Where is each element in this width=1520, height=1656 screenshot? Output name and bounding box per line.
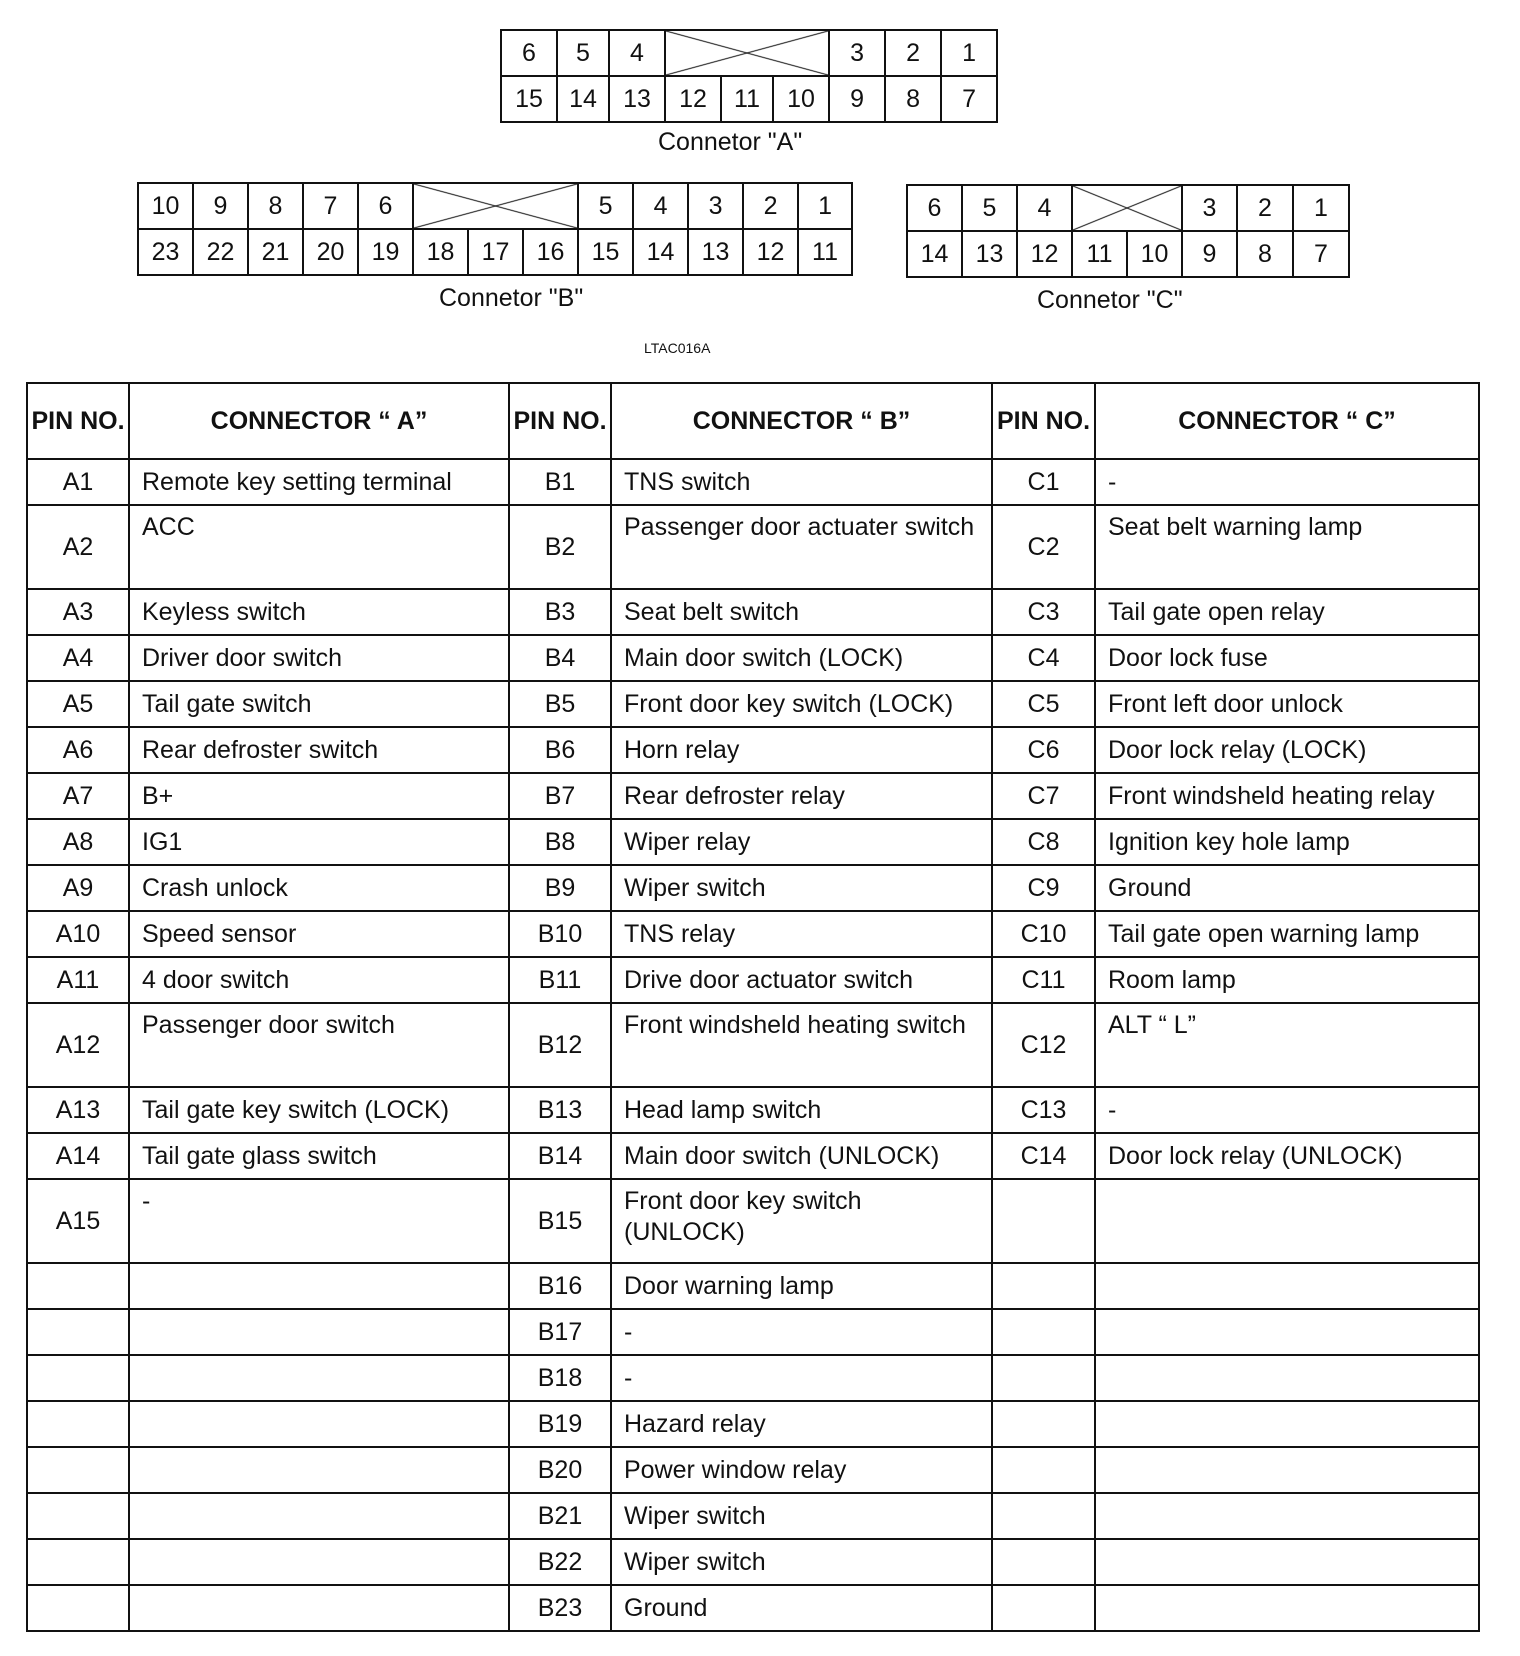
connector-b-pin: 17 [468, 229, 523, 275]
connector-c-pin: 11 [1072, 231, 1127, 277]
pin-a-description: Speed sensor [129, 911, 509, 957]
pin-c-description: Tail gate open relay [1095, 589, 1479, 635]
connector-b-pin: 5 [578, 183, 633, 229]
pin-a-cell: A7 [27, 773, 129, 819]
pin-b-description: Door warning lamp [611, 1263, 992, 1309]
pin-c-cell: C13 [992, 1087, 1095, 1133]
pin-c-description [1095, 1263, 1479, 1309]
pin-b-description: Wiper relay [611, 819, 992, 865]
pin-c-description: Door lock relay (LOCK) [1095, 727, 1479, 773]
pin-a-description: Driver door switch [129, 635, 509, 681]
connector-c-caption: Connetor "C" [1037, 286, 1183, 314]
pin-b-cell: B2 [509, 505, 611, 589]
pin-a-cell [27, 1355, 129, 1401]
table-row [27, 1493, 1479, 1539]
pin-c-description [1095, 1355, 1479, 1401]
pin-c-cell: C8 [992, 819, 1095, 865]
connector-a-pin: 9 [829, 76, 885, 122]
pin-a-description [129, 1355, 509, 1401]
connector-c-pin: 13 [962, 231, 1017, 277]
connector-b-pin: 22 [193, 229, 248, 275]
pin-b-description: TNS switch [611, 459, 992, 505]
table-row [27, 1355, 1479, 1401]
pin-b-cell: B21 [509, 1493, 611, 1539]
table-row [27, 1263, 1479, 1309]
table-row [27, 505, 1479, 589]
pin-a-cell: A15 [27, 1179, 129, 1263]
pin-b-description: - [611, 1355, 992, 1401]
pin-b-cell: B9 [509, 865, 611, 911]
pin-b-cell: B7 [509, 773, 611, 819]
pin-c-cell: C4 [992, 635, 1095, 681]
pin-b-cell: B14 [509, 1133, 611, 1179]
pin-c-description: Room lamp [1095, 957, 1479, 1003]
connector-b-pin: 12 [743, 229, 798, 275]
pin-a-cell: A11 [27, 957, 129, 1003]
pin-b-cell: B23 [509, 1585, 611, 1631]
connector-b-caption: Connetor "B" [439, 284, 584, 312]
pin-a-cell [27, 1493, 129, 1539]
pin-c-description: Door lock relay (UNLOCK) [1095, 1133, 1479, 1179]
table-row [27, 727, 1479, 773]
pin-a-cell: A4 [27, 635, 129, 681]
pin-c-description: Door lock fuse [1095, 635, 1479, 681]
pin-a-cell: A1 [27, 459, 129, 505]
pin-c-cell: C7 [992, 773, 1095, 819]
connector-b-pin: 7 [303, 183, 358, 229]
pin-b-description: Ground [611, 1585, 992, 1631]
pin-c-cell: C2 [992, 505, 1095, 589]
connector-b-pin: 21 [248, 229, 303, 275]
pin-no-header-a: PIN NO. [27, 383, 129, 459]
connector-b-diagram [137, 182, 853, 276]
table-row [27, 1087, 1479, 1133]
pin-a-description: Tail gate switch [129, 681, 509, 727]
pin-a-cell: A10 [27, 911, 129, 957]
pin-a-cell [27, 1539, 129, 1585]
connector-b-pin: 6 [358, 183, 413, 229]
pin-c-description: ALT “ L” [1095, 1003, 1479, 1087]
pin-a-description [129, 1585, 509, 1631]
pin-assignment-table [26, 382, 1480, 1632]
connector-b-pin: 10 [138, 183, 193, 229]
connector-c-pin: 1 [1293, 185, 1349, 231]
pin-b-description: Front door key switch (LOCK) [611, 681, 992, 727]
connector-c-pin: 3 [1182, 185, 1237, 231]
table-row [27, 1447, 1479, 1493]
connector-b-pin: 18 [413, 229, 468, 275]
pin-a-description: ACC [129, 505, 509, 589]
pin-c-description [1095, 1309, 1479, 1355]
connector-a-pin: 7 [941, 76, 997, 122]
pin-a-cell: A13 [27, 1087, 129, 1133]
connector-b-pin: 19 [358, 229, 413, 275]
connector-b-blank-cavity [413, 183, 578, 229]
pin-a-description: Crash unlock [129, 865, 509, 911]
table-row [27, 819, 1479, 865]
pin-c-cell: C6 [992, 727, 1095, 773]
pin-b-description: Seat belt switch [611, 589, 992, 635]
pin-c-cell: C9 [992, 865, 1095, 911]
connector-b-pin: 20 [303, 229, 358, 275]
connector-b-header: CONNECTOR “ B” [611, 383, 992, 459]
pin-b-description: Hazard relay [611, 1401, 992, 1447]
pin-c-description: Ground [1095, 865, 1479, 911]
pin-c-cell: C5 [992, 681, 1095, 727]
pin-no-header-b: PIN NO. [509, 383, 611, 459]
pin-a-description: Rear defroster switch [129, 727, 509, 773]
pin-b-cell: B15 [509, 1179, 611, 1263]
connector-b-pin: 14 [633, 229, 688, 275]
pin-c-description: Ignition key hole lamp [1095, 819, 1479, 865]
connector-b-pin: 23 [138, 229, 193, 275]
pin-a-cell [27, 1585, 129, 1631]
pin-a-cell [27, 1263, 129, 1309]
figure-code: LTAC016A [644, 340, 711, 356]
pin-a-cell: A3 [27, 589, 129, 635]
pin-b-cell: B6 [509, 727, 611, 773]
pin-b-cell: B18 [509, 1355, 611, 1401]
pin-b-cell: B22 [509, 1539, 611, 1585]
connector-a-header: CONNECTOR “ A” [129, 383, 509, 459]
pin-c-cell [992, 1585, 1095, 1631]
connector-a-pin: 11 [721, 76, 773, 122]
pin-no-header-c: PIN NO. [992, 383, 1095, 459]
connector-a-pin: 2 [885, 30, 941, 76]
connector-a-pin: 13 [609, 76, 665, 122]
pin-c-cell [992, 1447, 1095, 1493]
pin-c-description: Tail gate open warning lamp [1095, 911, 1479, 957]
pin-a-description: Tail gate glass switch [129, 1133, 509, 1179]
pin-a-description [129, 1539, 509, 1585]
connector-b-pin: 8 [248, 183, 303, 229]
pin-c-cell [992, 1401, 1095, 1447]
pin-b-cell: B12 [509, 1003, 611, 1087]
pin-a-cell: A9 [27, 865, 129, 911]
pin-c-description: Front left door unlock [1095, 681, 1479, 727]
pin-c-cell [992, 1309, 1095, 1355]
pin-c-cell [992, 1263, 1095, 1309]
pin-a-description: 4 door switch [129, 957, 509, 1003]
pin-b-description: Drive door actuator switch [611, 957, 992, 1003]
table-row [27, 459, 1479, 505]
connector-a-blank-cavity [665, 30, 829, 76]
pin-c-cell [992, 1539, 1095, 1585]
connector-b-pin: 11 [798, 229, 852, 275]
connector-a-pin: 10 [773, 76, 829, 122]
pin-a-cell [27, 1401, 129, 1447]
pin-b-cell: B13 [509, 1087, 611, 1133]
pin-b-description: Front door key switch (UNLOCK) [611, 1179, 992, 1263]
table-row [27, 957, 1479, 1003]
pin-c-cell: C3 [992, 589, 1095, 635]
connector-c-pin: 6 [907, 185, 962, 231]
connector-c-pin: 2 [1237, 185, 1293, 231]
connector-b-pin: 4 [633, 183, 688, 229]
table-header-row [27, 383, 1479, 459]
pin-c-description: Seat belt warning lamp [1095, 505, 1479, 589]
pin-a-description [129, 1493, 509, 1539]
pin-c-description [1095, 1401, 1479, 1447]
pin-c-cell: C1 [992, 459, 1095, 505]
connector-c-pin: 12 [1017, 231, 1072, 277]
pin-a-description: B+ [129, 773, 509, 819]
pin-c-description: Front windsheld heating relay [1095, 773, 1479, 819]
pin-a-description: Keyless switch [129, 589, 509, 635]
pin-b-description: Main door switch (UNLOCK) [611, 1133, 992, 1179]
pin-a-description: IG1 [129, 819, 509, 865]
pin-b-cell: B16 [509, 1263, 611, 1309]
pin-b-cell: B3 [509, 589, 611, 635]
pin-b-cell: B1 [509, 459, 611, 505]
connector-c-pin: 9 [1182, 231, 1237, 277]
pin-a-cell: A8 [27, 819, 129, 865]
pin-c-cell [992, 1179, 1095, 1263]
connector-c-blank-cavity [1072, 185, 1182, 231]
connector-c-pin: 10 [1127, 231, 1182, 277]
pin-b-description: - [611, 1309, 992, 1355]
pin-c-cell: C14 [992, 1133, 1095, 1179]
table-row [27, 1309, 1479, 1355]
pin-b-description: Wiper switch [611, 1493, 992, 1539]
connector-a-pin: 5 [557, 30, 609, 76]
pin-a-cell: A12 [27, 1003, 129, 1087]
pin-c-cell: C11 [992, 957, 1095, 1003]
table-row [27, 1003, 1479, 1087]
pin-a-description: Passenger door switch [129, 1003, 509, 1087]
pin-c-description [1095, 1179, 1479, 1263]
connector-a-pin: 4 [609, 30, 665, 76]
pin-b-description: Power window relay [611, 1447, 992, 1493]
pin-b-description: Passenger door actuater switch [611, 505, 992, 589]
pin-b-description: Wiper switch [611, 865, 992, 911]
table-row [27, 911, 1479, 957]
connector-b-pin: 2 [743, 183, 798, 229]
connector-c-pin: 4 [1017, 185, 1072, 231]
pin-b-description: Wiper switch [611, 1539, 992, 1585]
pin-a-cell: A14 [27, 1133, 129, 1179]
connector-b-pin: 16 [523, 229, 578, 275]
table-row [27, 1539, 1479, 1585]
pin-c-cell [992, 1355, 1095, 1401]
connector-c-pin: 5 [962, 185, 1017, 231]
pin-b-description: Front windsheld heating switch [611, 1003, 992, 1087]
pin-b-description: Main door switch (LOCK) [611, 635, 992, 681]
pin-b-cell: B19 [509, 1401, 611, 1447]
pin-b-cell: B17 [509, 1309, 611, 1355]
pin-a-description: Tail gate key switch (LOCK) [129, 1087, 509, 1133]
pin-b-cell: B10 [509, 911, 611, 957]
pin-a-cell: A5 [27, 681, 129, 727]
pin-b-cell: B20 [509, 1447, 611, 1493]
connector-b-pin: 13 [688, 229, 743, 275]
connector-a-pin: 6 [501, 30, 557, 76]
pin-c-description: - [1095, 459, 1479, 505]
connector-c-diagram [906, 184, 1350, 278]
pin-c-cell: C12 [992, 1003, 1095, 1087]
connector-a-pin: 3 [829, 30, 885, 76]
pin-c-description: - [1095, 1087, 1479, 1133]
connector-c-header: CONNECTOR “ C” [1095, 383, 1479, 459]
table-row [27, 589, 1479, 635]
pin-a-description [129, 1263, 509, 1309]
pin-a-description [129, 1447, 509, 1493]
connector-b-pin: 3 [688, 183, 743, 229]
table-row [27, 1133, 1479, 1179]
pin-c-cell [992, 1493, 1095, 1539]
pin-c-cell: C10 [992, 911, 1095, 957]
pin-a-description: - [129, 1179, 509, 1263]
connector-a-pin: 15 [501, 76, 557, 122]
connector-a-pin: 12 [665, 76, 721, 122]
pin-a-description [129, 1309, 509, 1355]
pin-b-cell: B4 [509, 635, 611, 681]
connector-c-pin: 7 [1293, 231, 1349, 277]
table-row [27, 865, 1479, 911]
connector-b-pin: 1 [798, 183, 852, 229]
pin-a-cell [27, 1447, 129, 1493]
table-row [27, 1179, 1479, 1263]
table-row [27, 1585, 1479, 1631]
pin-b-description: Head lamp switch [611, 1087, 992, 1133]
pin-a-description [129, 1401, 509, 1447]
pin-b-cell: B11 [509, 957, 611, 1003]
pin-b-description: TNS relay [611, 911, 992, 957]
pin-c-description [1095, 1447, 1479, 1493]
connector-a-caption: Connetor "A" [658, 128, 803, 156]
table-row [27, 635, 1479, 681]
connector-a-pin: 1 [941, 30, 997, 76]
pin-a-cell: A2 [27, 505, 129, 589]
table-row [27, 773, 1479, 819]
pin-b-description: Rear defroster relay [611, 773, 992, 819]
connector-a-pin: 14 [557, 76, 609, 122]
pin-b-description: Horn relay [611, 727, 992, 773]
pin-a-cell: A6 [27, 727, 129, 773]
pin-b-cell: B5 [509, 681, 611, 727]
pin-c-description [1095, 1585, 1479, 1631]
table-row [27, 681, 1479, 727]
connector-c-pin: 8 [1237, 231, 1293, 277]
connector-a-diagram [500, 29, 998, 123]
connector-b-pin: 9 [193, 183, 248, 229]
connector-a-pin: 8 [885, 76, 941, 122]
pin-c-description [1095, 1539, 1479, 1585]
pin-a-cell [27, 1309, 129, 1355]
connector-b-pin: 15 [578, 229, 633, 275]
pin-a-description: Remote key setting terminal [129, 459, 509, 505]
pin-b-cell: B8 [509, 819, 611, 865]
table-row [27, 1401, 1479, 1447]
pin-c-description [1095, 1493, 1479, 1539]
connector-c-pin: 14 [907, 231, 962, 277]
